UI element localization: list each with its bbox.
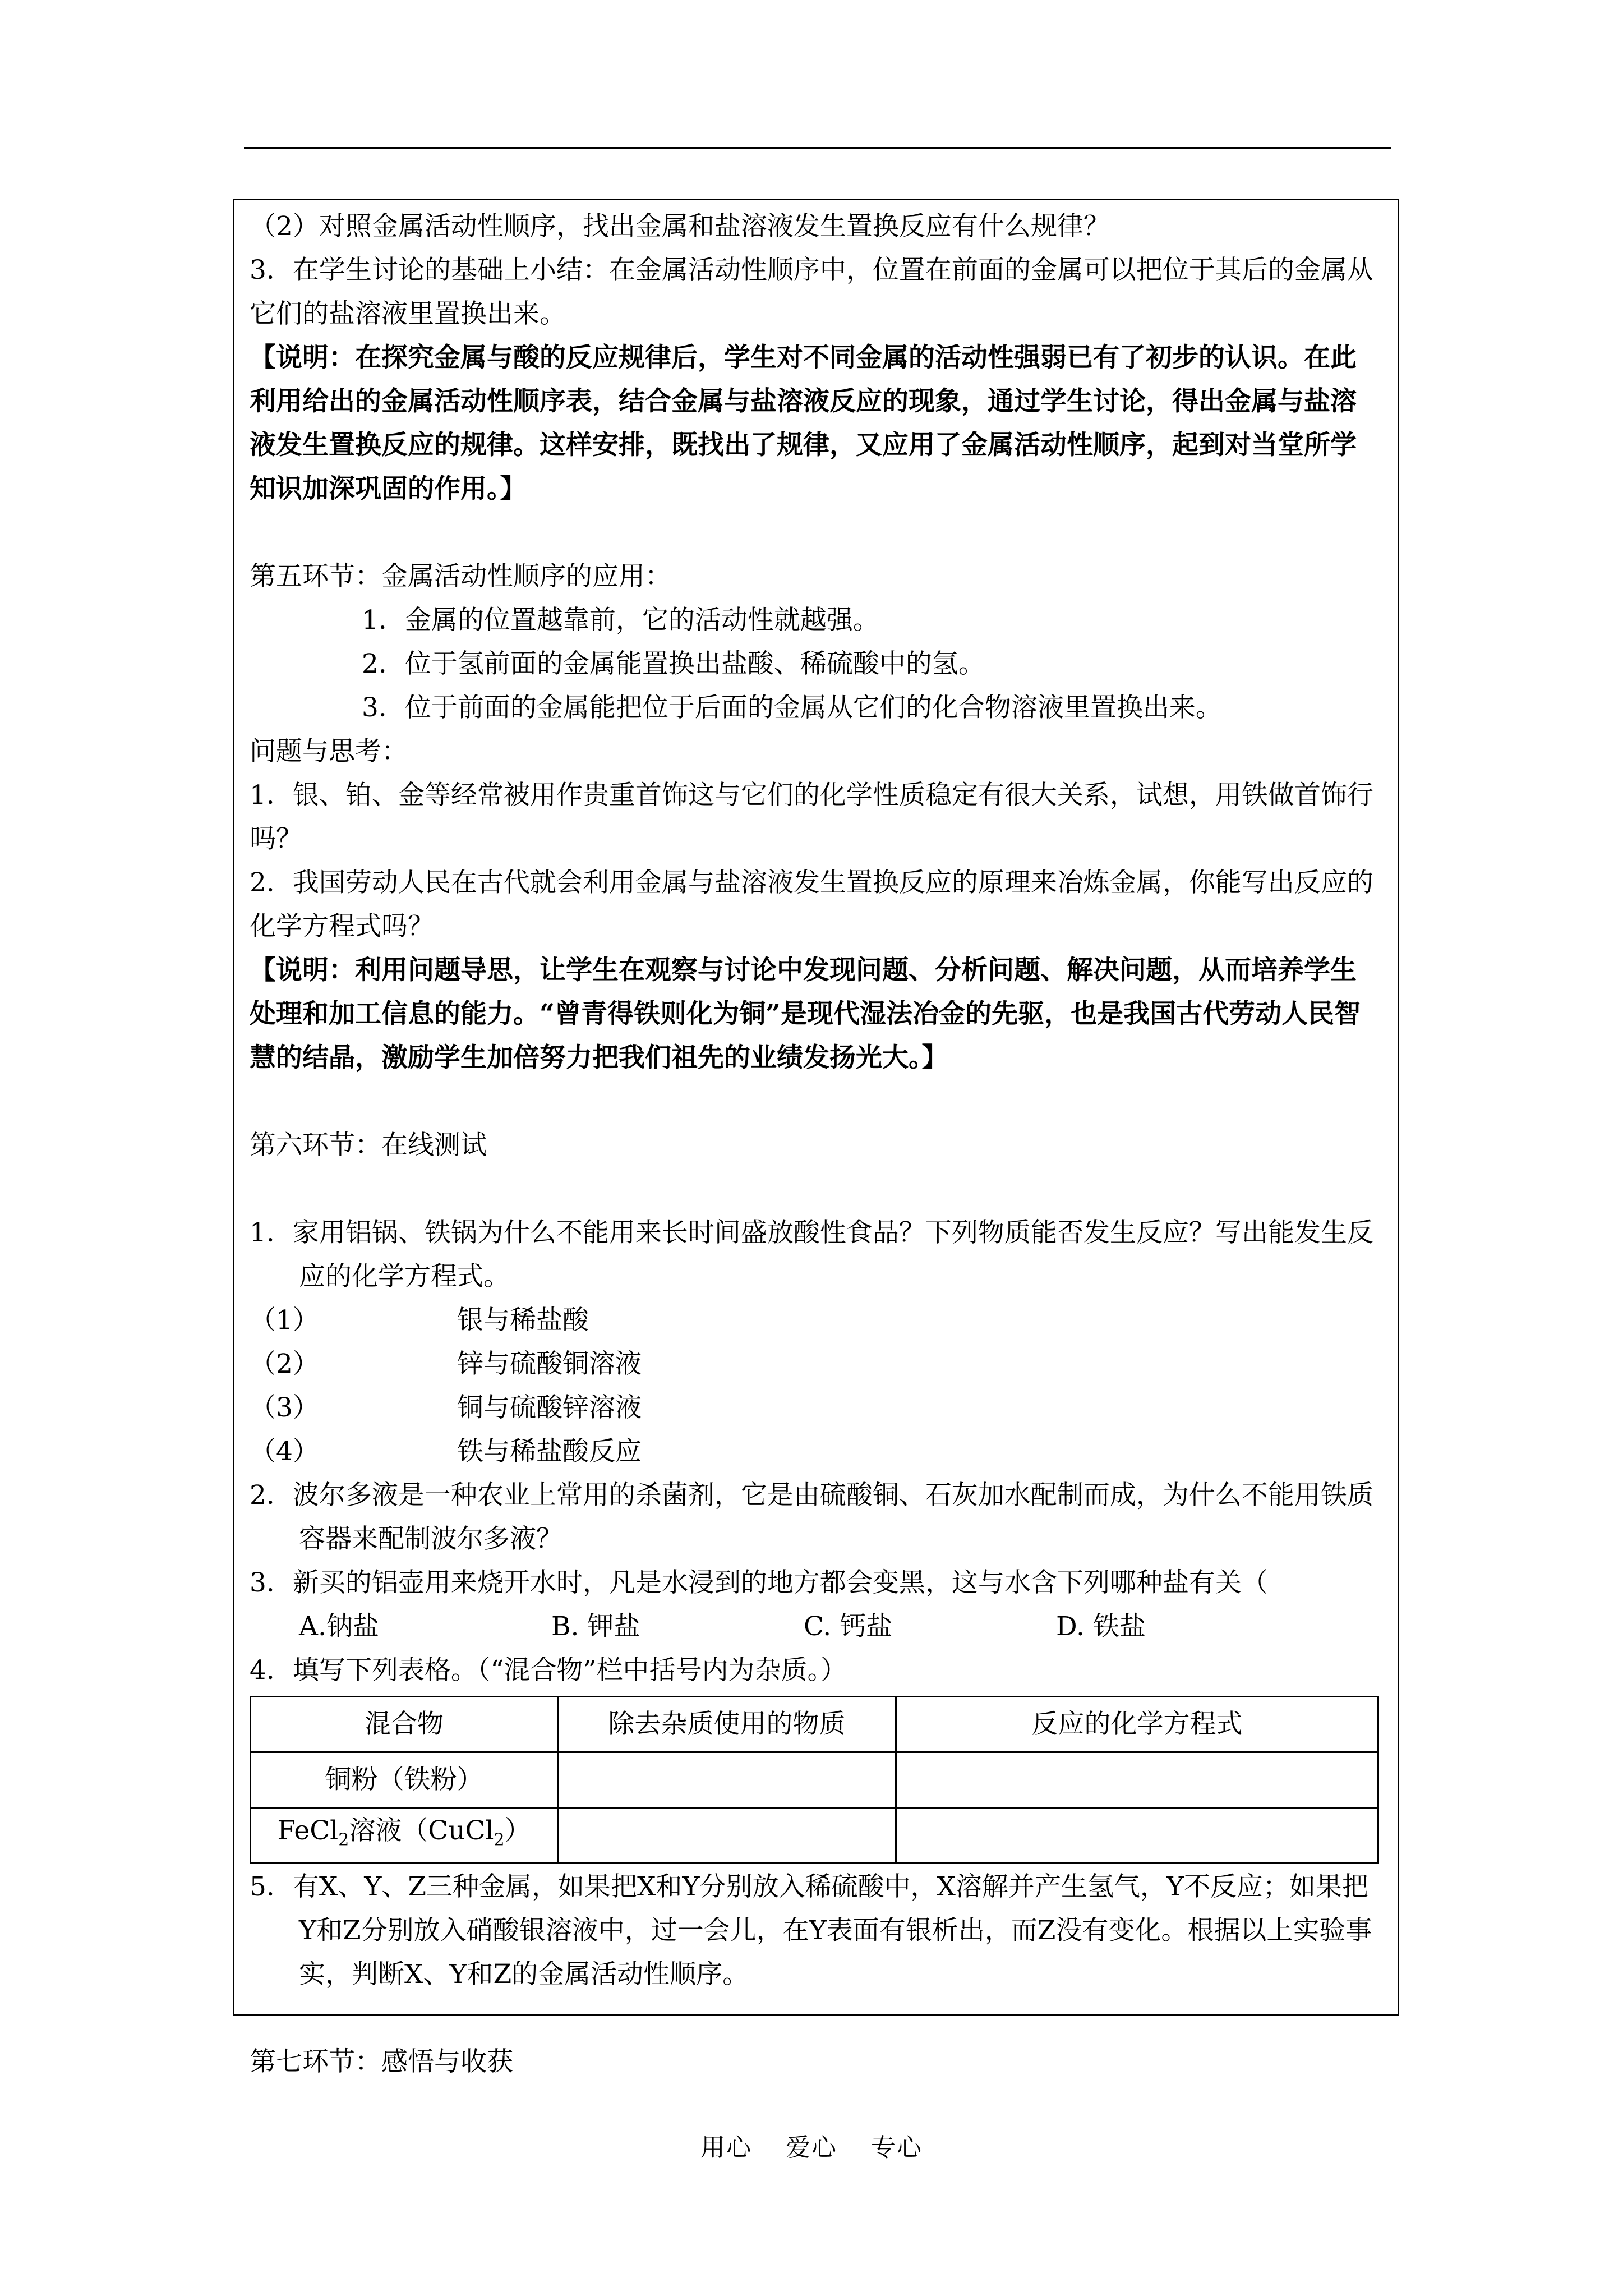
quiz-item	[250, 1430, 1382, 1474]
section4-question-2: （2）对照金属活动性顺序，找出金属和盐溶液发生置换反应有什么规律？	[250, 211, 1110, 242]
table-cell-equation-blank[interactable]	[896, 1752, 1378, 1808]
quiz-question-2: 2．波尔多液是一种农业上常用的杀菌剂，它是由硫酸铜、石灰加水配制而成，为什么不能用铁质容器来配制波尔多液？	[250, 1480, 1373, 1554]
quiz-item-text: 银与稀盐酸	[457, 1305, 589, 1336]
quiz-question-1: 1．家用铝锅、铁锅为什么不能用来长时间盛放酸性食品？下列物质能否发生反应？写出能发生反应的化学方程式。	[250, 1217, 1373, 1292]
quiz-question-3: 3．新买的铝壶用来烧开水时，凡是水浸到的地方都会变黑，这与水含下列哪种盐有关（	[250, 1567, 1268, 1598]
quiz-question-5: 5．有X、Y、Z三种金属，如果把X和Y分别放入稀硫酸中，X溶解并产生氢气，Y不反应；如果把Y和Z分别放入硝酸银溶液中，过一会儿，在Y表面有银析出，而Z没有变化。根据以上实验事实，判断X、Y和Z的金属活动性顺序。	[250, 1871, 1372, 1990]
footer-item: 用心	[700, 2133, 752, 2162]
section5-rule-3: 3．位于前面的金属能把位于后面的金属从它们的化合物溶液里置换出来。	[362, 692, 1222, 723]
section5-questions-title: 问题与思考：	[250, 736, 408, 767]
quiz-item-number: （1）	[250, 1305, 319, 1336]
quiz-item-number: （2）	[250, 1349, 319, 1379]
section7-title: 第七环节：感悟与收获	[250, 2046, 513, 2077]
table-header-equation: 反应的化学方程式	[896, 1697, 1378, 1752]
section4-note: 【说明：在探究金属与酸的反应规律后，学生对不同金属的活动性强弱已有了初步的认识。在此利用给出的金属活动性顺序表，结合金属与盐溶液反应的现象，通过学生讨论，得出金属与盐溶液发生置换反应的规律。这样安排，既找出了规律，又应用了金属活动性顺序，起到对当堂所学知识加深巩固的作用。】	[250, 342, 1357, 504]
quiz-question-3-options	[250, 1605, 1382, 1649]
page-footer	[0, 2127, 1623, 2163]
option-b: B. 钾盐	[551, 1611, 640, 1642]
section5-question-1: 1．银、铂、金等经常被用作贵重首饰这与它们的化学性质稳定有很大关系，试想，用铁做首饰行吗？	[250, 780, 1373, 854]
section5-rule-1: 1．金属的位置越靠前，它的活动性就越强。	[362, 605, 879, 636]
section5-rule-2: 2．位于氢前面的金属能置换出盐酸、稀硫酸中的氢。	[362, 648, 985, 679]
quiz-item	[250, 1299, 1382, 1342]
table-header-row	[251, 1697, 1378, 1752]
table-row	[251, 1808, 1378, 1864]
page-content	[250, 205, 1382, 2084]
section6-title: 第六环节：在线测试	[250, 1130, 487, 1161]
option-c: C. 钙盐	[804, 1611, 893, 1642]
section5-note: 【说明：利用问题导思，让学生在观察与讨论中发现问题、分析问题、解决问题，从而培养学生处理和加工信息的能力。“曾青得铁则化为铜”是现代湿法冶金的先驱，也是我国古代劳动人民智慧的结晶，激励学生加倍努力把我们祖先的业绩发扬光大。】	[250, 955, 1361, 1073]
purification-table	[250, 1696, 1379, 1864]
quiz-item-text: 铜与硫酸锌溶液	[457, 1392, 642, 1423]
quiz-item-text: 锌与硫酸铜溶液	[457, 1349, 642, 1379]
table-header-reagent: 除去杂质使用的物质	[558, 1697, 896, 1752]
quiz-item-text: 铁与稀盐酸反应	[457, 1436, 642, 1467]
quiz-item-number: （4）	[250, 1436, 319, 1467]
footer-item: 爱心	[786, 2133, 837, 2162]
quiz-question-4: 4．填写下列表格。（“混合物”栏中括号内为杂质。）	[250, 1655, 847, 1686]
table-row	[251, 1752, 1378, 1808]
option-d: D. 铁盐	[1056, 1611, 1146, 1642]
section5-question-2: 2．我国劳动人民在古代就会利用金属与盐溶液发生置换反应的原理来冶炼金属，你能写出反应的化学方程式吗？	[250, 867, 1373, 942]
table-cell-reagent-blank[interactable]	[558, 1752, 896, 1808]
quiz-item-number: （3）	[250, 1392, 319, 1423]
header-rule	[244, 147, 1391, 149]
table-cell-mixture: FeCl$_2$溶液（CuCl$_2$）	[251, 1808, 558, 1864]
table-cell-equation-blank[interactable]	[896, 1808, 1378, 1864]
table-cell-mixture: 铜粉（铁粉）	[251, 1752, 558, 1808]
section5-title: 第五环节：金属活动性顺序的应用：	[250, 561, 671, 592]
quiz-item	[250, 1342, 1382, 1386]
table-cell-reagent-blank[interactable]	[558, 1808, 896, 1864]
quiz-item	[250, 1386, 1382, 1430]
footer-item: 专心	[871, 2133, 923, 2162]
section4-summary: 3．在学生讨论的基础上小结：在金属活动性顺序中，位置在前面的金属可以把位于其后的金属从它们的盐溶液里置换出来。	[250, 255, 1373, 329]
option-a: A.钠盐	[299, 1611, 379, 1642]
table-header-mixture: 混合物	[251, 1697, 558, 1752]
